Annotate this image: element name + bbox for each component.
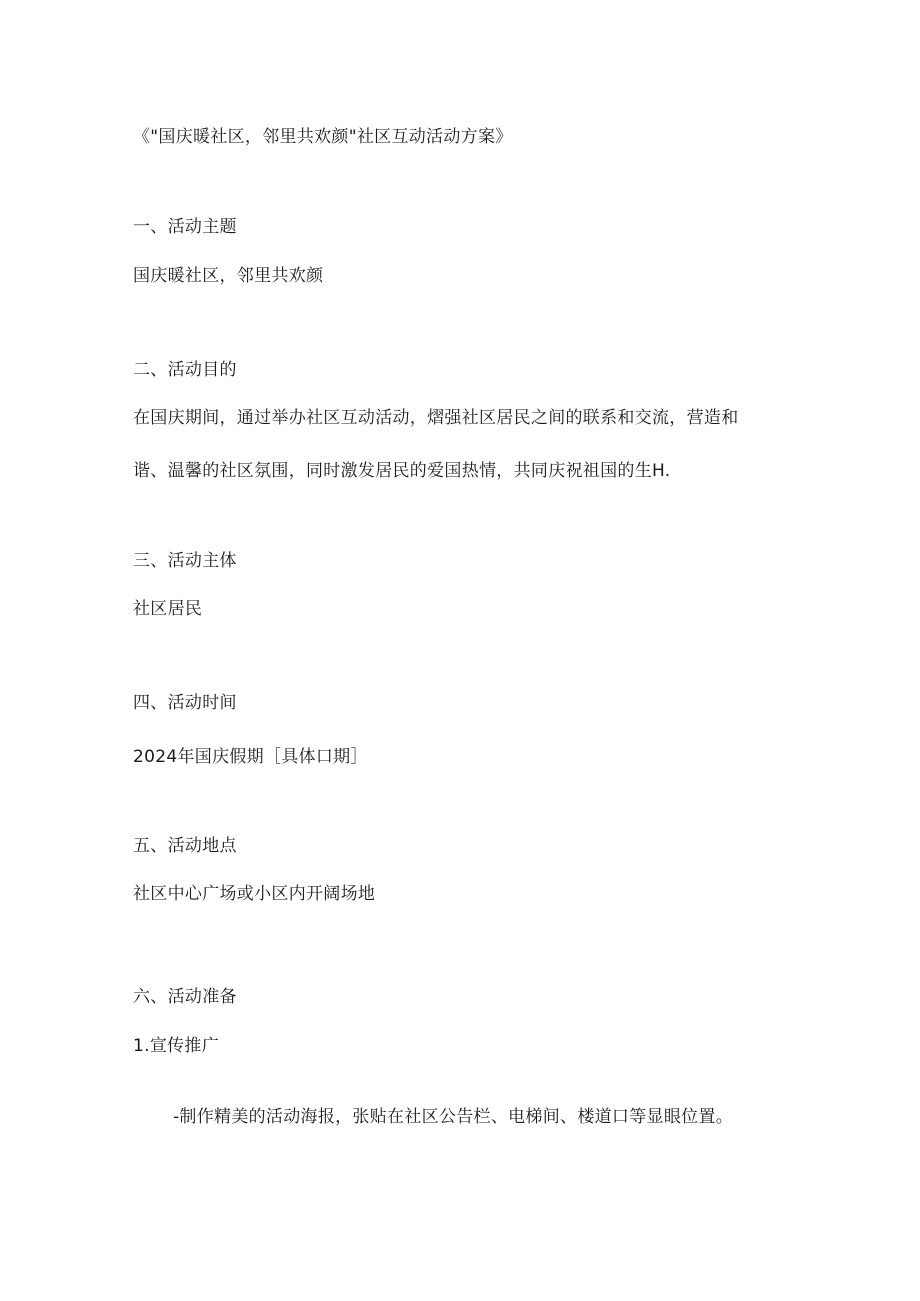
document-title: 《"国庆暖社区，邻里共欢颜"社区互动活动方案》	[133, 127, 513, 147]
section-body-purpose-line-2: 谐、温馨的社区氛围，同时激发居民的爱国热情，共同庆祝祖国的生H.	[133, 461, 671, 481]
section-body-theme: 国庆暖社区，邻里共欢颜	[133, 266, 324, 286]
section-body-location: 社区中心广场或小区内开阔场地	[133, 884, 376, 904]
section-subheading-promotion: 1.宣传推广	[133, 1036, 220, 1056]
section-body-promotion: -制作精美的活动海报，张贴在社区公告栏、电梯间、楼道口等显眼位置。	[173, 1107, 734, 1127]
section-heading-time: 四、活动时间	[133, 693, 237, 713]
section-heading-location: 五、活动地点	[133, 836, 237, 856]
section-body-time: 2024年国庆假期［具体口期］	[133, 747, 368, 767]
section-heading-subject: 三、活动主体	[133, 551, 237, 571]
section-body-purpose-line-1: 在国庆期间，通过举办社区互动活动，熠强社区居民之间的联系和交流，营造和	[133, 408, 739, 428]
section-heading-theme: 一、活动主题	[133, 217, 237, 237]
section-heading-preparation: 六、活动准备	[133, 987, 237, 1007]
section-body-subject: 社区居民	[133, 599, 203, 619]
section-heading-purpose: 二、活动目的	[133, 360, 237, 380]
